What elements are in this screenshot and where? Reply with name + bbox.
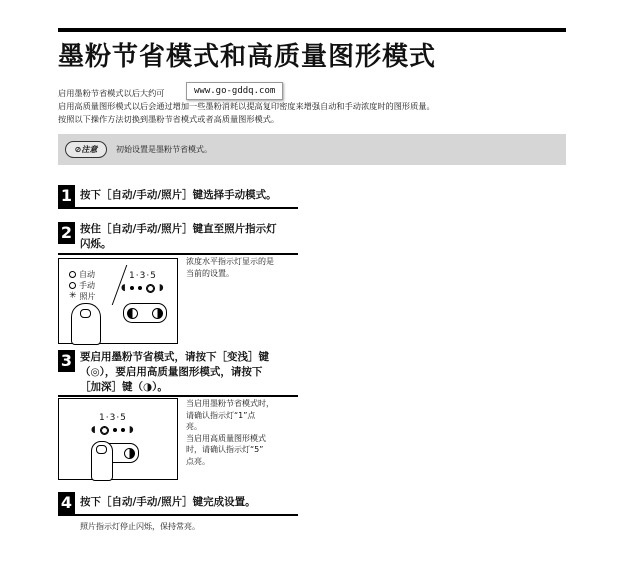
step-1-number: 1 bbox=[58, 185, 75, 207]
page-title: 墨粉节省模式和高质量图形模式 bbox=[58, 42, 437, 72]
density-dot-3 bbox=[138, 286, 142, 290]
lamp-photo-label: 照片 bbox=[79, 292, 96, 301]
dark-key-icon[interactable] bbox=[152, 308, 163, 319]
finger-tip-step-3 bbox=[96, 445, 107, 454]
intro-text bbox=[58, 87, 528, 126]
step-3-desc-line-1: 当启用墨粉节省模式时， bbox=[186, 399, 274, 408]
intro-line-3: 按照以下操作方法切换到墨粉节省模式或者高质量图形模式。 bbox=[58, 114, 280, 124]
watermark-url: www.go-gddq.com bbox=[186, 82, 283, 100]
step-3-desc-line-6: 点亮。 bbox=[186, 456, 210, 466]
step-3-description bbox=[186, 398, 274, 467]
light-dark-keys[interactable] bbox=[123, 303, 167, 323]
step-2-heading-line-2: 闪烁。 bbox=[80, 238, 112, 250]
step-2-desc-line-1: 浓度水平指示灯显示的是 bbox=[186, 257, 274, 266]
step-1-heading-line: 按下［自动/手动/照片］键选择手动模式。 bbox=[80, 189, 277, 201]
lamp-manual-label: 手动 bbox=[79, 281, 95, 290]
density-dot-3-step-3 bbox=[113, 428, 117, 432]
lamp-photo-blink-icon: ✳ bbox=[69, 291, 77, 301]
step-2-description bbox=[186, 256, 274, 279]
lamp-auto-label: 自动 bbox=[79, 270, 95, 279]
density-scale-label-step-3: 1·3·5 bbox=[99, 413, 127, 423]
step-3-rule bbox=[58, 395, 298, 397]
step-1-rule bbox=[58, 207, 298, 209]
step-4-description bbox=[80, 521, 200, 533]
step-4-heading-line: 按下［自动/手动/照片］键完成设置。 bbox=[80, 496, 256, 508]
density-dot-1-step-3 bbox=[100, 426, 109, 435]
step-2-heading-line-1: 按住［自动/手动/照片］键直至照片指示灯 bbox=[80, 223, 277, 235]
mode-lamps bbox=[69, 269, 96, 302]
density-scale-step-3 bbox=[91, 425, 134, 435]
lamp-auto bbox=[69, 269, 96, 280]
light-end-icon: ◖ bbox=[121, 283, 126, 293]
step-3-desc-line-4: 当启用高质量图形模式 bbox=[186, 433, 266, 443]
lamp-photo bbox=[69, 291, 96, 302]
step-2-number: 2 bbox=[58, 222, 75, 244]
step-4-rule bbox=[58, 514, 298, 516]
lamp-manual-dot-icon bbox=[69, 282, 76, 289]
step-4-number: 4 bbox=[58, 492, 75, 514]
step-2-desc-line-2: 当前的设置。 bbox=[186, 268, 234, 278]
step-4-desc-line: 照片指示灯停止闪烁，保持常亮。 bbox=[80, 522, 200, 531]
step-3-heading-line-1: 要启用墨粉节省模式，请按下［变浅］键 bbox=[80, 351, 269, 363]
note-box bbox=[58, 134, 566, 165]
note-badge: ⊘注意 bbox=[65, 141, 107, 158]
step-3-heading bbox=[80, 350, 269, 395]
note-text: 初始设置是墨粉节省模式。 bbox=[116, 145, 212, 154]
lamp-manual bbox=[69, 280, 96, 291]
step-3-desc-line-3: 亮。 bbox=[186, 422, 202, 431]
step-3-desc-line-5: 时，请确认指示灯“5” bbox=[186, 445, 264, 454]
step-3-heading-line-2: （◎），要启用高质量图形模式，请按下 bbox=[80, 366, 263, 378]
step-1-heading bbox=[80, 188, 277, 203]
step-3-heading-line-3: ［加深］键（◑）。 bbox=[80, 381, 168, 393]
dark-end-icon-step-3: ◗ bbox=[128, 425, 134, 435]
dark-key-icon-step-3[interactable] bbox=[124, 448, 135, 459]
finger-pressing-light-key bbox=[91, 441, 113, 481]
density-scale-label: 1·3·5 bbox=[129, 271, 157, 281]
density-dot-1 bbox=[130, 286, 134, 290]
step-2-heading bbox=[80, 222, 277, 252]
top-rule bbox=[58, 28, 566, 32]
finger-pressing-mode-key bbox=[71, 303, 101, 345]
intro-line-2: 启用高质量图形模式以后会通过增加一些墨粉消耗以提高复印密度来增强自动和手动浓度时的图形质量。 bbox=[58, 101, 435, 111]
note-badge-label: 注意 bbox=[81, 145, 98, 154]
control-panel-step-3 bbox=[58, 398, 178, 480]
light-end-icon-step-3: ◖ bbox=[91, 425, 96, 435]
step-3-desc-line-2: 请确认指示灯“1”点 bbox=[186, 410, 256, 420]
lamp-auto-dot-icon bbox=[69, 271, 76, 278]
control-panel-step-2 bbox=[58, 258, 178, 344]
density-scale bbox=[121, 283, 164, 293]
light-key-icon[interactable] bbox=[127, 308, 138, 319]
dark-end-icon: ◗ bbox=[158, 283, 164, 293]
step-2-rule bbox=[58, 253, 298, 255]
step-4-heading bbox=[80, 495, 256, 510]
density-dot-5-step-3 bbox=[121, 428, 125, 432]
step-3-number: 3 bbox=[58, 350, 75, 372]
intro-line-1: 启用墨粉节省模式以后大约可 bbox=[58, 88, 165, 98]
finger-tip bbox=[80, 309, 91, 318]
density-dot-5 bbox=[146, 284, 155, 293]
